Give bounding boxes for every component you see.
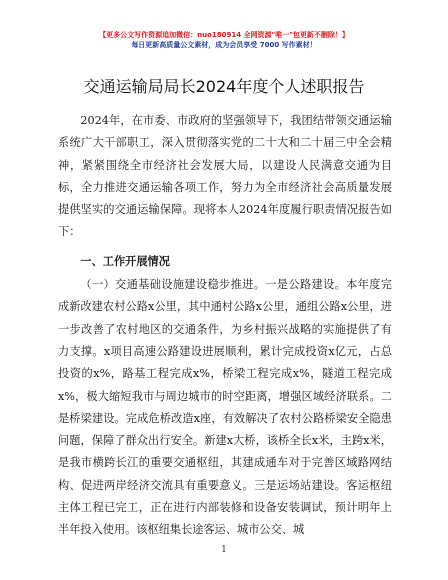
section-heading: 一、工作开展情况 — [80, 254, 170, 268]
section-paragraph: （一）交通基础设施建设稳步推进。一是公路建设。本年度完成新改建农村公路x公里，其中通村公路x公里，通组公路x公里，进一步改善了农村地区的交通条件，为乡村振兴战略的实施提供了有力支撑。x项目高速公路建设进展顺利，累计完成投资x亿元，占总投资的x%，路基工程完成x%，桥梁工程完成x%，隧道工程完成x%，极大缩短我市与周边城市的时空距离，增强区域经济联系。二是桥梁建设。完成危桥改造x座，有效解决了农村公路桥梁安全隐患问题，保障了群众出行安全。新建x大桥，该桥全长x米，主跨x米，是我市横跨长江的重要交通枢纽，其建成通车对于完善区域路网结构、促进两岸经济交流具有重要意义。三是运场站建设。客运枢纽主体工程已完工，正在进行内部装修和设备安装调试，预计明年上半年投入使用。该枢纽集长途客运、城市公交、城 — [58, 278, 392, 537]
document-title: 交通运输局局长2024年度个人述职报告 — [83, 77, 365, 96]
promo-subline: 每日更新高质量公文素材，成为会员享受 7000 写作素材！ — [131, 41, 317, 49]
intro-paragraph: 2024年，在市委、市政府的坚强领导下，我团结带领交通运输系统广大干部职工，深入贯彻落实党的二十大和二十届三中全会精神，紧紧围绕全市经济社会发展大局，以建设人民满意交通为目标，全力推进交通运输各项工作，努力为全市经济社会高质量发展提供坚实的交通运输保障。现将本人2024年度履行职责情况报告如下： — [58, 114, 392, 239]
page-number: 1 — [221, 545, 227, 555]
document-body — [58, 110, 392, 542]
promo-line: 【更多公文写作资源追加微信：nuo180914 全网资源"唯一"包更新不删除！】 — [99, 31, 349, 39]
header-banner — [0, 30, 448, 50]
